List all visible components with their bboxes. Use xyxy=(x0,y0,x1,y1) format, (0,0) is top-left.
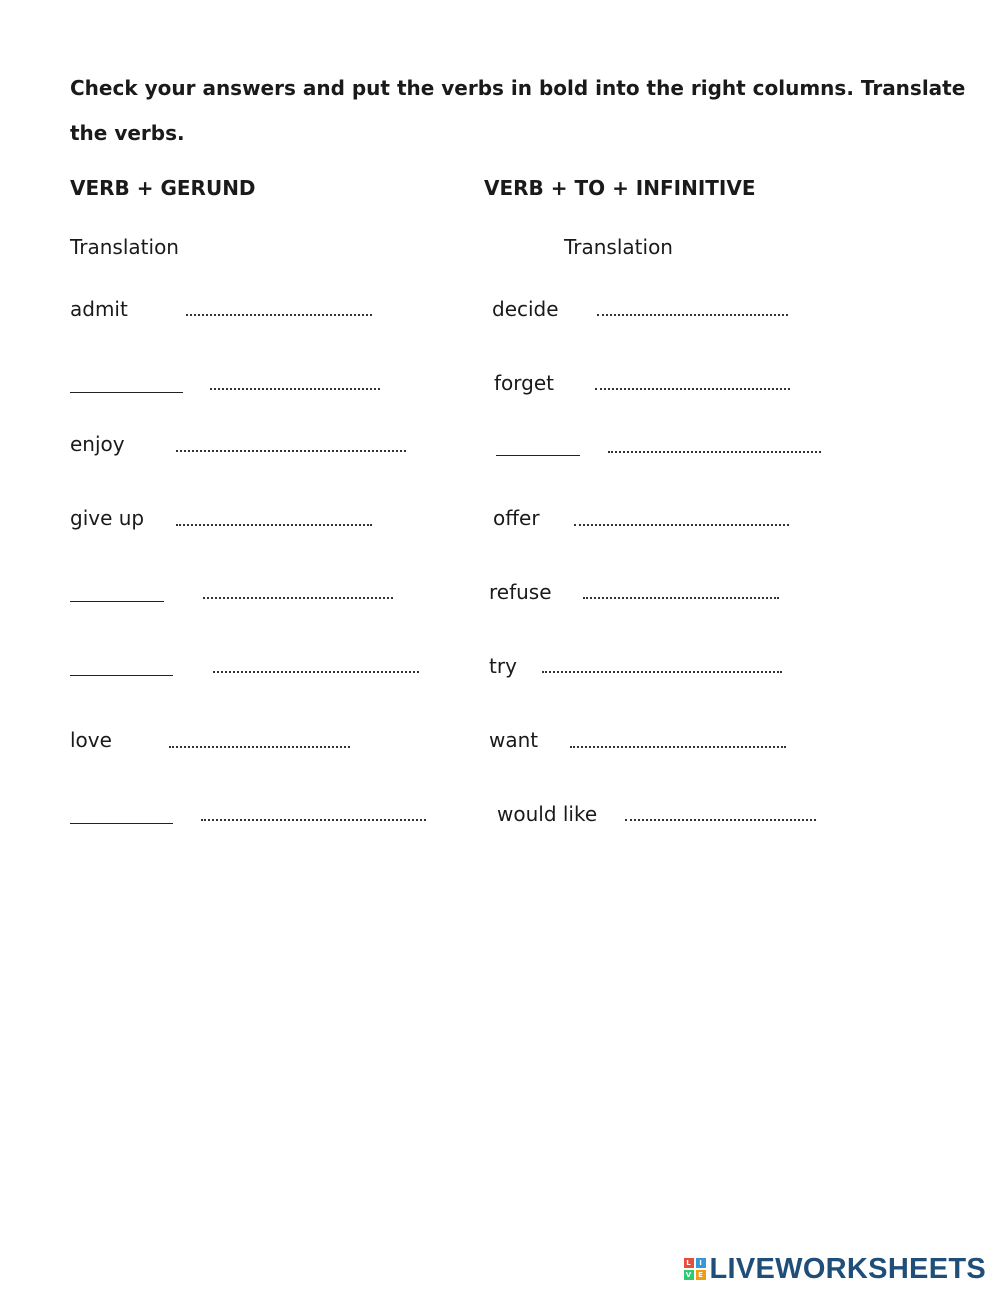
translation-field[interactable] xyxy=(625,819,816,821)
translation-field[interactable] xyxy=(583,597,779,599)
translation-field[interactable] xyxy=(201,819,426,821)
gerund-verb-give-up: give up xyxy=(70,506,145,530)
gerund-column-header: VERB + GERUND xyxy=(70,176,256,200)
translation-field[interactable] xyxy=(570,746,786,748)
verb-answer-blank[interactable] xyxy=(70,675,173,676)
infinitive-verb-want: want xyxy=(489,728,539,752)
verb-answer-blank[interactable] xyxy=(496,455,580,456)
infinitive-column-header: VERB + TO + INFINITIVE xyxy=(484,176,756,200)
translation-field[interactable] xyxy=(203,597,393,599)
liveworksheets-logo-text: LIVEWORKSHEETS xyxy=(709,1252,986,1285)
verb-answer-blank[interactable] xyxy=(70,392,183,393)
gerund-translation-label: Translation xyxy=(70,235,179,259)
translation-field[interactable] xyxy=(210,388,380,390)
logo-mark-cell: L xyxy=(684,1258,694,1268)
infinitive-verb-forget: forget xyxy=(494,371,554,395)
translation-field[interactable] xyxy=(213,671,419,673)
infinitive-verb-refuse: refuse xyxy=(489,580,552,604)
infinitive-verb-decide: decide xyxy=(492,297,559,321)
verb-answer-blank[interactable] xyxy=(70,823,173,824)
instructions: Check your answers and put the verbs in bold into the right columns. Translate the verbs. xyxy=(70,76,966,145)
gerund-verb-love: love xyxy=(70,728,112,752)
gerund-verb-enjoy: enjoy xyxy=(70,432,125,456)
infinitive-verb-try: try xyxy=(489,654,517,678)
translation-field[interactable] xyxy=(176,450,406,452)
translation-field[interactable] xyxy=(169,746,350,748)
logo-mark-cell: I xyxy=(696,1258,706,1268)
translation-field[interactable] xyxy=(595,388,790,390)
translation-field[interactable] xyxy=(597,314,788,316)
infinitive-verb-would-like: would like xyxy=(497,802,598,826)
translation-field[interactable] xyxy=(186,314,372,316)
translation-field[interactable] xyxy=(176,524,372,526)
liveworksheets-logo xyxy=(684,1253,987,1285)
infinitive-translation-label: Translation xyxy=(564,235,673,259)
logo-mark-cell: V xyxy=(684,1270,694,1280)
translation-field[interactable] xyxy=(574,524,789,526)
translation-field[interactable] xyxy=(542,671,782,673)
translation-field[interactable] xyxy=(608,451,821,453)
gerund-verb-admit: admit xyxy=(70,297,128,321)
verb-answer-blank[interactable] xyxy=(70,601,164,602)
logo-mark-cell: E xyxy=(696,1270,706,1280)
infinitive-verb-offer: offer xyxy=(493,506,540,530)
liveworksheets-logo-icon xyxy=(684,1258,706,1280)
